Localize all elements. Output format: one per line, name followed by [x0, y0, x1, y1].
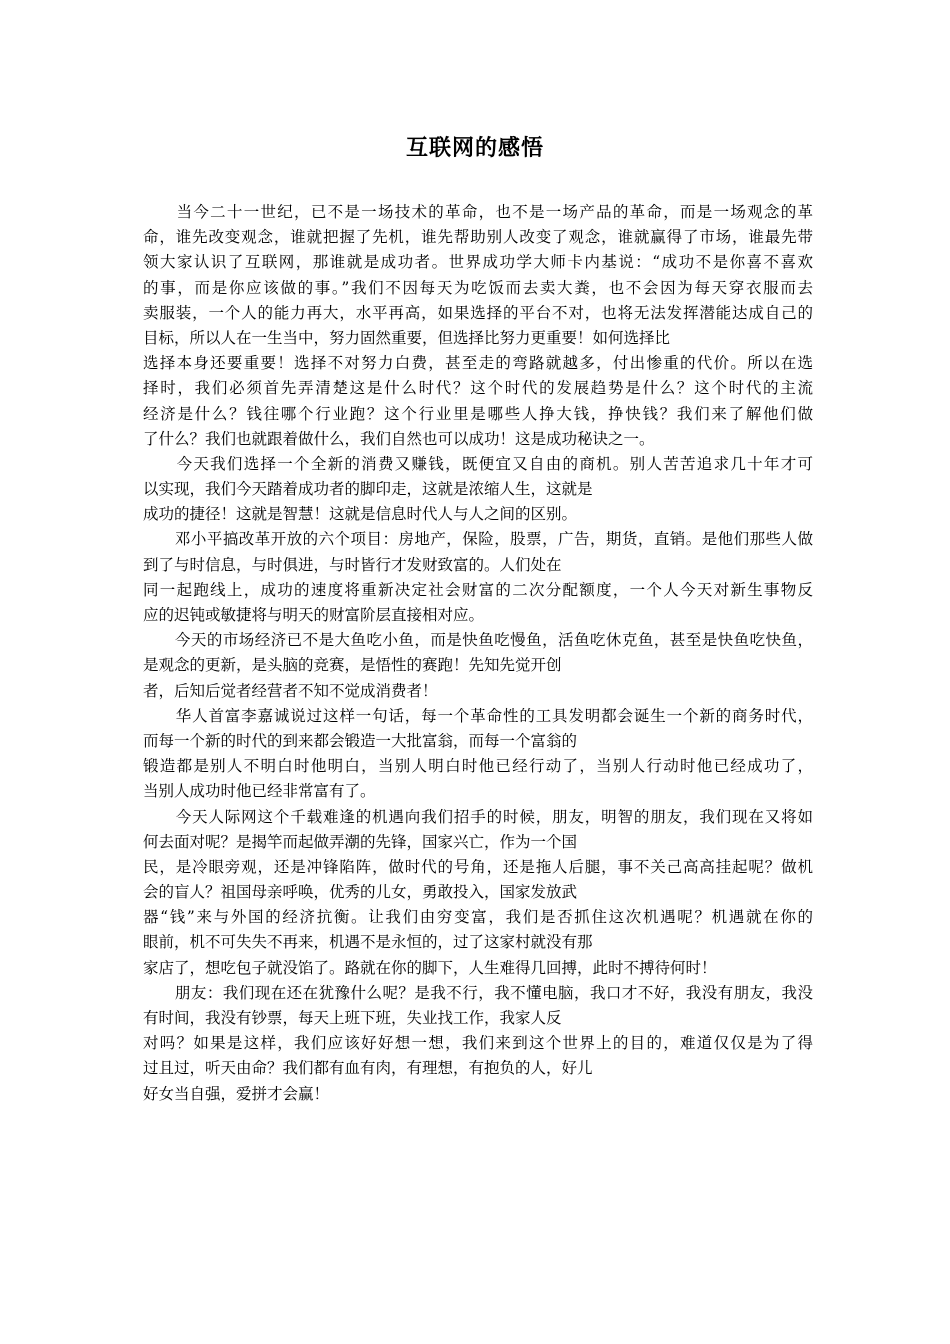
body-line: 的事，而是你应该做的事。”我们不因每天为吃饭而去卖大粪，也不会因为每天穿衣服而去 — [143, 278, 813, 297]
body-line: 而每一个新的时代的到来都会锻造一大批富翁，而每一个富翁的 — [143, 731, 578, 750]
body-line: 目标，所以人在一生当中，努力固然重要，但选择比努力更重要！如何选择比 — [143, 328, 671, 347]
body-line: 民，是冷眼旁观，还是冲锋陷阵，做时代的号角，还是拖人后腿，事不关己高高挂起呢？做机 — [143, 857, 813, 876]
body-line: 择时，我们必须首先弄清楚这是什么时代？这个时代的发展趋势是什么？这个时代的主流 — [143, 379, 813, 398]
body-line: 成功的捷径！这就是智慧！这就是信息时代人与人之间的区别。 — [143, 505, 578, 524]
body-line: 华人首富李嘉诚说过这样一句话，每一个革命性的工具发明都会诞生一个新的商务时代， — [143, 706, 813, 725]
body-line: 领大家认识了互联网，那谁就是成功者。世界成功学大师卡内基说：“成功不是你喜不喜欢 — [143, 253, 813, 272]
body-line: 命，谁先改变观念，谁就把握了先机，谁先帮助别人改变了观念，谁就赢得了市场，谁最先带 — [143, 228, 813, 247]
body-line: 到了与时信息，与时俱进，与时皆行才发财致富的。人们处在 — [143, 555, 562, 574]
body-line: 何去面对呢？是揭竿而起做弄潮的先锋，国家兴亡，作为一个国 — [143, 832, 578, 851]
body-line: 今天的市场经济已不是大鱼吃小鱼，而是快鱼吃慢鱼，活鱼吃休克鱼，甚至是快鱼吃快鱼， — [143, 631, 813, 650]
body-line: 会的盲人？祖国母亲呼唤，优秀的儿女，勇敢投入，国家发放武 — [143, 883, 578, 902]
body-line: 是观念的更新，是头脑的竞赛，是悟性的赛跑！先知先觉开创 — [143, 656, 562, 675]
body-line: 对吗？如果是这样，我们应该好好想一想，我们来到这个世界上的目的，难道仅仅是为了得 — [143, 1034, 813, 1053]
document-body — [143, 200, 813, 1107]
body-line: 今天我们选择一个全新的消费又赚钱，既便宜又自由的商机。别人苦苦追求几十年才可 — [143, 454, 813, 473]
body-line: 卖服装，一个人的能力再大，水平再高，如果选择的平台不对，也将无法发挥潜能达成自己的 — [143, 303, 813, 322]
document-title: 互联网的感悟 — [405, 136, 544, 161]
body-line: 当今二十一世纪，已不是一场技术的革命，也不是一场产品的革命，而是一场观念的革 — [143, 203, 813, 221]
body-line: 过且过，听天由命？我们都有血有肉，有理想，有抱负的人，好儿 — [143, 1059, 593, 1078]
body-line: 当别人成功时他已经非常富有了。 — [143, 782, 376, 801]
body-line: 同一起跑线上，成功的速度将重新决定社会财富的二次分配额度，一个人今天对新生事物反 — [143, 580, 813, 599]
body-line: 了什么？我们也就跟着做什么，我们自然也可以成功！这是成功秘诀之一。 — [143, 429, 655, 448]
body-line: 朋友：我们现在还在犹豫什么呢？是我不行，我不懂电脑，我口才不好，我没有朋友，我没 — [143, 983, 813, 1002]
body-line: 器“钱”来与外国的经济抗衡。让我们由穷变富，我们是否抓住这次机遇呢？机遇就在你的 — [143, 908, 813, 927]
body-line: 今天人际网这个千载难逢的机遇向我们招手的时候，朋友，明智的朋友，我们现在又将如 — [143, 807, 813, 826]
body-line: 选择本身还要重要！选择不对努力白费，甚至走的弯路就越多，付出惨重的代价。所以在选 — [143, 354, 813, 373]
body-line: 应的迟钝或敏捷将与明天的财富阶层直接相对应。 — [143, 606, 485, 624]
body-line: 经济是什么？钱往哪个行业跑？这个行业里是哪些人挣大钱，挣快钱？我们来了解他们做 — [143, 404, 813, 423]
body-line: 锻造都是别人不明白时他明白，当别人明白时他已经行动了，当别人行动时他已经成功了， — [143, 757, 813, 776]
body-line: 邓小平搞改革开放的六个项目：房地产，保险，股票，广告，期货，直销。是他们那些人做 — [143, 530, 813, 549]
body-line: 以实现，我们今天踏着成功者的脚印走，这就是浓缩人生，这就是 — [143, 480, 593, 499]
body-line: 者，后知后觉者经营者不知不觉成消费者！ — [143, 681, 438, 700]
body-line: 好女当自强，爱拼才会赢！ — [143, 1084, 330, 1103]
body-line: 眼前，机不可失失不再来，机遇不是永恒的，过了这家村就没有那 — [143, 933, 593, 952]
body-line: 有时间，我没有钞票，每天上班下班，失业找工作，我家人反 — [143, 1009, 562, 1027]
body-line: 家店了，想吃包子就没馅了。路就在你的脚下，人生难得几回搏，此时不搏待何时！ — [143, 958, 717, 977]
